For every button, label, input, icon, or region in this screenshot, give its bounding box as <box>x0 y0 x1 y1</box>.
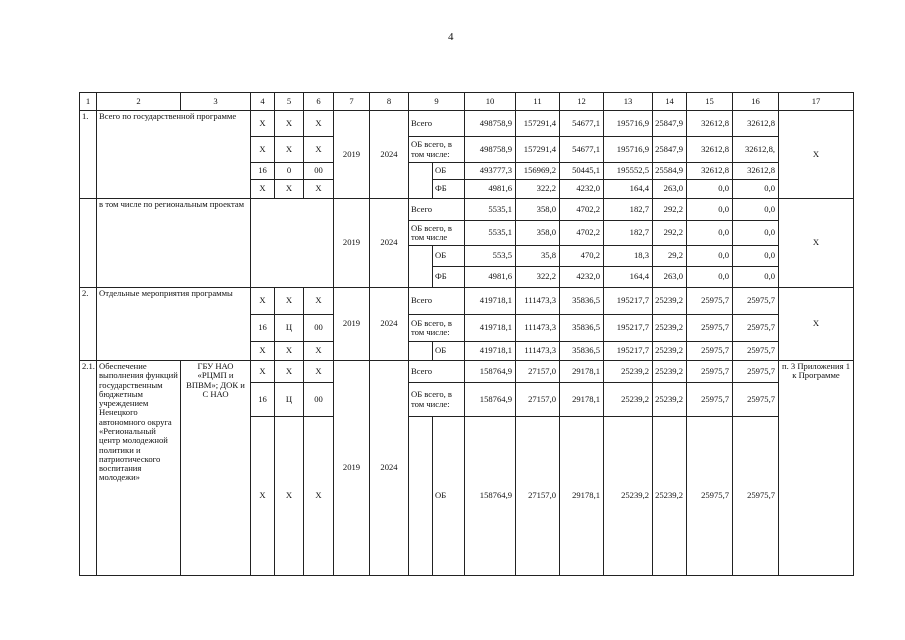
start-year: 2019 <box>334 111 370 199</box>
value-cell: 182,7 <box>604 199 653 221</box>
value-cell: 32612,8 <box>687 111 733 137</box>
value-cell: 25975,7 <box>687 315 733 342</box>
end-year: 2024 <box>370 111 409 199</box>
cell-c4: Х <box>251 288 275 315</box>
cell-c6: Х <box>304 111 334 137</box>
start-year: 2019 <box>334 288 370 361</box>
table-row <box>80 361 854 383</box>
cell-c4: Х <box>251 111 275 137</box>
program-name: в том числе по региональным проектам <box>97 199 251 288</box>
value-cell: 25975,7 <box>687 417 733 576</box>
value-cell: 18,3 <box>604 246 653 267</box>
source-label: ОБ <box>433 342 465 361</box>
note-cell: Х <box>779 288 854 361</box>
value-cell: 498758,9 <box>465 137 516 163</box>
table-row <box>80 199 854 221</box>
value-cell: 111473,3 <box>516 315 560 342</box>
value-cell: 25239,2 <box>604 383 653 417</box>
value-cell: 27157,0 <box>516 383 560 417</box>
value-cell: 25975,7 <box>733 288 779 315</box>
column-header: 4 <box>251 93 275 111</box>
value-cell: 322,2 <box>516 267 560 288</box>
indent-cell <box>409 163 433 199</box>
note-cell: Х <box>779 199 854 288</box>
value-cell: 25239,2 <box>653 342 687 361</box>
cell-c5: Ц <box>275 315 304 342</box>
value-cell: 29178,1 <box>560 417 604 576</box>
cell-c5: Х <box>275 180 304 199</box>
value-cell: 25239,2 <box>653 383 687 417</box>
cell-c6: Х <box>304 342 334 361</box>
value-cell: 25239,2 <box>653 315 687 342</box>
value-cell: 5535,1 <box>465 199 516 221</box>
program-name: Отдельные мероприятия программы <box>97 288 251 361</box>
column-header: 2 <box>97 93 181 111</box>
value-cell: 0,0 <box>733 246 779 267</box>
source-label: ОБ всего, в том числе: <box>409 315 465 342</box>
value-cell: 29,2 <box>653 246 687 267</box>
value-cell: 25847,9 <box>653 111 687 137</box>
value-cell: 0,0 <box>687 221 733 246</box>
cell-c4: Х <box>251 417 275 576</box>
source-label: Всего <box>409 111 465 137</box>
end-year: 2024 <box>370 288 409 361</box>
column-header: 16 <box>733 93 779 111</box>
column-header: 11 <box>516 93 560 111</box>
cell-c4: 16 <box>251 163 275 180</box>
value-cell: 0,0 <box>733 267 779 288</box>
value-cell: 25975,7 <box>733 315 779 342</box>
cell-c5: Ц <box>275 383 304 417</box>
cell-c6: Х <box>304 180 334 199</box>
cell-c6: 00 <box>304 315 334 342</box>
row-number: 1. <box>80 111 97 199</box>
value-cell: 182,7 <box>604 221 653 246</box>
value-cell: 553,5 <box>465 246 516 267</box>
value-cell: 32612,8, <box>733 137 779 163</box>
value-cell: 5535,1 <box>465 221 516 246</box>
cell-c4: Х <box>251 137 275 163</box>
source-label: ОБ всего, в том числе: <box>409 137 465 163</box>
value-cell: 195217,7 <box>604 342 653 361</box>
start-year: 2019 <box>334 361 370 576</box>
value-cell: 25975,7 <box>687 288 733 315</box>
column-header: 6 <box>304 93 334 111</box>
value-cell: 32612,8 <box>733 111 779 137</box>
source-label: ОБ всего, в том числе: <box>409 383 465 417</box>
cell-c5: Х <box>275 111 304 137</box>
cell-c5: Х <box>275 417 304 576</box>
value-cell: 358,0 <box>516 199 560 221</box>
cell-c4: Х <box>251 180 275 199</box>
value-cell: 0,0 <box>687 267 733 288</box>
column-header: 5 <box>275 93 304 111</box>
source-label: Всего <box>409 288 465 315</box>
column-header: 15 <box>687 93 733 111</box>
indent-cell <box>409 417 433 576</box>
row-number: 2. <box>80 288 97 361</box>
value-cell: 158764,9 <box>465 417 516 576</box>
source-label: ОБ всего, в том числе <box>409 221 465 246</box>
value-cell: 25975,7 <box>687 342 733 361</box>
end-year: 2024 <box>370 361 409 576</box>
value-cell: 25975,7 <box>687 383 733 417</box>
value-cell: 35836,5 <box>560 315 604 342</box>
value-cell: 35836,5 <box>560 288 604 315</box>
column-header: 14 <box>653 93 687 111</box>
value-cell: 493777,3 <box>465 163 516 180</box>
value-cell: 4232,0 <box>560 267 604 288</box>
value-cell: 35836,5 <box>560 342 604 361</box>
cell-c6: 00 <box>304 383 334 417</box>
value-cell: 4981,6 <box>465 180 516 199</box>
value-cell: 164,4 <box>604 180 653 199</box>
page-number: 4 <box>448 31 454 43</box>
value-cell: 158764,9 <box>465 383 516 417</box>
value-cell: 29178,1 <box>560 361 604 383</box>
value-cell: 0,0 <box>687 246 733 267</box>
value-cell: 0,0 <box>733 199 779 221</box>
value-cell: 0,0 <box>733 221 779 246</box>
indent-cell <box>409 342 433 361</box>
value-cell: 4702,2 <box>560 199 604 221</box>
value-cell: 25975,7 <box>687 361 733 383</box>
start-year: 2019 <box>334 199 370 288</box>
cell-c6: Х <box>304 417 334 576</box>
source-label: ОБ <box>433 417 465 576</box>
cell-c5: Х <box>275 137 304 163</box>
value-cell: 25584,9 <box>653 163 687 180</box>
value-cell: 358,0 <box>516 221 560 246</box>
note-cell: п. 3 Приложения 1 к Программе <box>779 361 854 576</box>
value-cell: 470,2 <box>560 246 604 267</box>
table-row <box>80 111 854 137</box>
value-cell: 158764,9 <box>465 361 516 383</box>
value-cell: 54677,1 <box>560 137 604 163</box>
value-cell: 35,8 <box>516 246 560 267</box>
value-cell: 0,0 <box>687 199 733 221</box>
cell-c4: Х <box>251 342 275 361</box>
value-cell: 25975,7 <box>733 417 779 576</box>
value-cell: 263,0 <box>653 180 687 199</box>
value-cell: 111473,3 <box>516 342 560 361</box>
value-cell: 54677,1 <box>560 111 604 137</box>
code-cell-empty <box>251 199 334 288</box>
value-cell: 156969,2 <box>516 163 560 180</box>
cell-c4: Х <box>251 361 275 383</box>
value-cell: 25975,7 <box>733 361 779 383</box>
value-cell: 25239,2 <box>653 288 687 315</box>
source-label: ФБ <box>433 267 465 288</box>
value-cell: 111473,3 <box>516 288 560 315</box>
column-header: 1 <box>80 93 97 111</box>
column-header: 8 <box>370 93 409 111</box>
executor-name: ГБУ НАО «РЦМП и ВПВМ»; ДОК и С НАО <box>181 361 251 576</box>
value-cell: 164,4 <box>604 267 653 288</box>
source-label: ФБ <box>433 180 465 199</box>
cell-c4: 16 <box>251 315 275 342</box>
row-number <box>80 199 97 288</box>
value-cell: 498758,9 <box>465 111 516 137</box>
column-header: 12 <box>560 93 604 111</box>
value-cell: 195716,9 <box>604 111 653 137</box>
value-cell: 32612,8 <box>733 163 779 180</box>
value-cell: 4981,6 <box>465 267 516 288</box>
cell-c5: 0 <box>275 163 304 180</box>
cell-c5: Х <box>275 288 304 315</box>
value-cell: 27157,0 <box>516 361 560 383</box>
end-year: 2024 <box>370 199 409 288</box>
value-cell: 25847,9 <box>653 137 687 163</box>
source-label: Всего <box>409 361 465 383</box>
column-header: 10 <box>465 93 516 111</box>
value-cell: 32612,8 <box>687 163 733 180</box>
value-cell: 4702,2 <box>560 221 604 246</box>
source-label: Всего <box>409 199 465 221</box>
value-cell: 419718,1 <box>465 315 516 342</box>
cell-c5: Х <box>275 342 304 361</box>
value-cell: 32612,8 <box>687 137 733 163</box>
value-cell: 195716,9 <box>604 137 653 163</box>
value-cell: 157291,4 <box>516 137 560 163</box>
value-cell: 263,0 <box>653 267 687 288</box>
indent-cell <box>409 246 433 288</box>
measure-name: Обеспечение выполнения функций государственным бюджетным учреждением Ненецкого автономного округа «Региональный центр молодежной политики и патриотического воспитания молодежи» <box>97 361 181 576</box>
row-number: 2.1. <box>80 361 97 576</box>
column-header: 13 <box>604 93 653 111</box>
value-cell: 25975,7 <box>733 342 779 361</box>
table-row <box>80 288 854 315</box>
source-label: ОБ <box>433 163 465 180</box>
value-cell: 27157,0 <box>516 417 560 576</box>
cell-c4: 16 <box>251 383 275 417</box>
value-cell: 50445,1 <box>560 163 604 180</box>
column-header: 9 <box>409 93 465 111</box>
value-cell: 0,0 <box>733 180 779 199</box>
column-header: 17 <box>779 93 854 111</box>
value-cell: 322,2 <box>516 180 560 199</box>
cell-c6: Х <box>304 288 334 315</box>
cell-c6: Х <box>304 361 334 383</box>
budget-table <box>79 92 854 576</box>
note-cell: Х <box>779 111 854 199</box>
value-cell: 25975,7 <box>733 383 779 417</box>
value-cell: 0,0 <box>687 180 733 199</box>
value-cell: 157291,4 <box>516 111 560 137</box>
value-cell: 25239,2 <box>604 417 653 576</box>
value-cell: 292,2 <box>653 221 687 246</box>
value-cell: 4232,0 <box>560 180 604 199</box>
cell-c6: Х <box>304 137 334 163</box>
cell-c5: Х <box>275 361 304 383</box>
column-number-row <box>80 93 854 111</box>
value-cell: 25239,2 <box>604 361 653 383</box>
value-cell: 292,2 <box>653 199 687 221</box>
value-cell: 195552,5 <box>604 163 653 180</box>
value-cell: 419718,1 <box>465 342 516 361</box>
value-cell: 419718,1 <box>465 288 516 315</box>
value-cell: 29178,1 <box>560 383 604 417</box>
column-header: 7 <box>334 93 370 111</box>
program-name: Всего по государственной программе <box>97 111 251 199</box>
column-header: 3 <box>181 93 251 111</box>
cell-c6: 00 <box>304 163 334 180</box>
value-cell: 195217,7 <box>604 288 653 315</box>
value-cell: 195217,7 <box>604 315 653 342</box>
source-label: ОБ <box>433 246 465 267</box>
value-cell: 25239,2 <box>653 417 687 576</box>
value-cell: 25239,2 <box>653 361 687 383</box>
